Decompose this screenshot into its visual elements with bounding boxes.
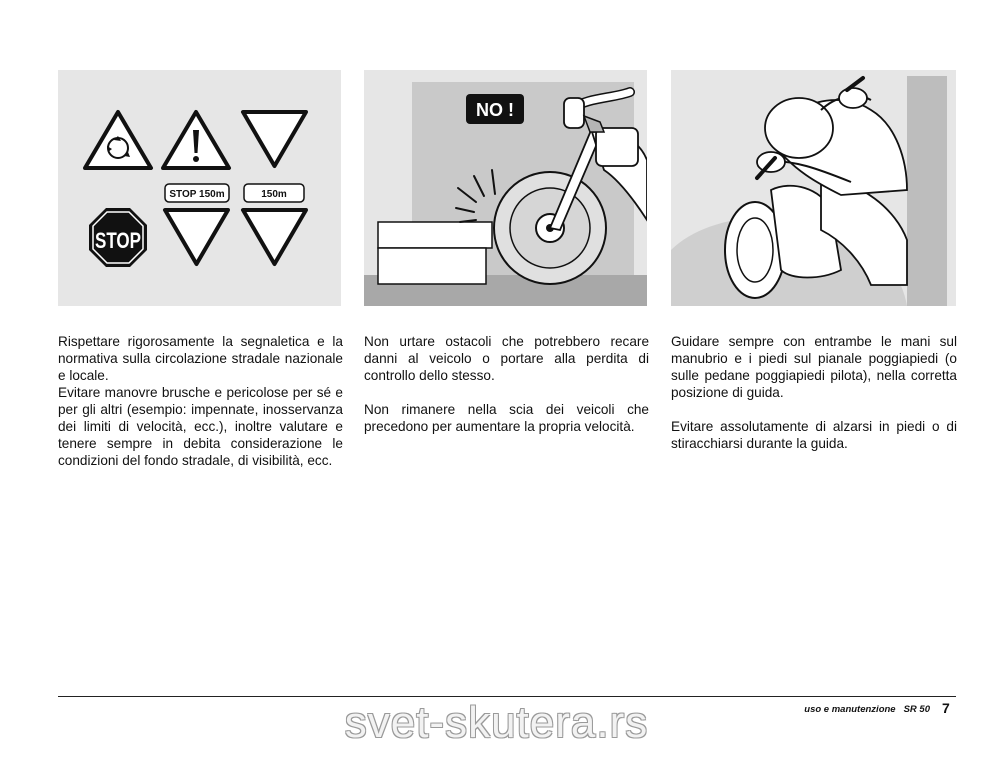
rider-posture-drawing xyxy=(671,70,956,306)
danger-warning-sign-icon xyxy=(163,112,229,168)
obstacle-collision-illustration xyxy=(364,70,647,306)
give-way-sign-icon xyxy=(243,112,306,166)
footer-section: uso e manutenzione xyxy=(804,704,896,715)
give-way-sign-icon xyxy=(165,210,228,264)
paragraph: Evitare assolutamente di alzarsi in piedi o di stiracchiarsi durante la guida. xyxy=(671,419,957,451)
rider-posture-illustration xyxy=(671,70,956,306)
road-signs-drawing xyxy=(58,70,341,306)
paragraph: Evitare manovre brusche e pericolose per sé e per gli altri (esempio: impennate, inosservanza dei limiti di velocità, ecc.), inoltre valutare e tenere sempre in debita considerazione le condizioni del fondo stradale, di visibilità, ecc. xyxy=(58,385,343,468)
page-number: 7 xyxy=(942,700,950,716)
text-column-riding-position xyxy=(671,333,957,452)
paragraph: Non rimanere nella scia dei veicoli che precedono per aumentare la propria velocità. xyxy=(364,402,649,434)
no-badge-text: NO ! xyxy=(476,100,514,120)
road-signs-illustration xyxy=(58,70,341,306)
paragraph: Guidare sempre con entrambe le mani sul manubrio e i piedi sul pianale poggiapiedi (o sulle pedane poggiapiedi pilota), nella corretta posizione di guida. xyxy=(671,334,957,400)
distance-plate-text: 150m xyxy=(261,189,287,200)
paragraph: Non urtare ostacoli che potrebbero recare danni al veicolo o portare alla perdita di controllo dello stesso. xyxy=(364,334,649,383)
paragraph: Rispettare rigorosamente la segnaletica e la normativa sulla circolazione stradale nazionale e locale. xyxy=(58,334,343,383)
footer-model: SR 50 xyxy=(903,704,930,715)
footer-divider xyxy=(58,696,956,697)
give-way-sign-icon xyxy=(243,210,306,264)
stop-sign-icon xyxy=(89,208,147,267)
text-column-obstacles xyxy=(364,333,649,435)
stop-plate-text: STOP 150m xyxy=(169,189,225,200)
obstacle-collision-drawing xyxy=(364,70,647,306)
roundabout-warning-sign-icon xyxy=(85,112,151,168)
text-column-signage xyxy=(58,333,343,469)
watermark: svet-skutera.rs xyxy=(344,698,649,747)
stop-sign-text: STOP xyxy=(95,228,141,253)
